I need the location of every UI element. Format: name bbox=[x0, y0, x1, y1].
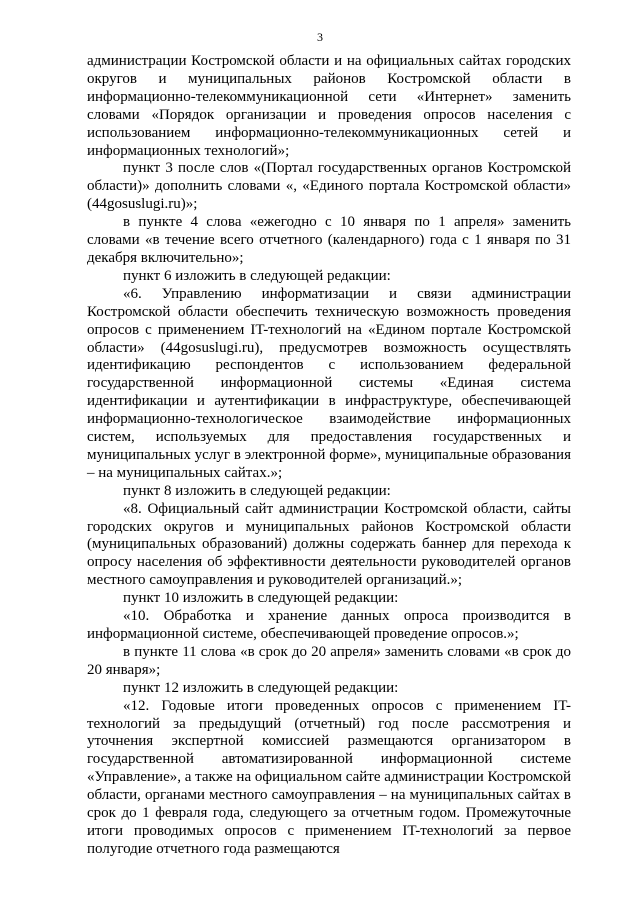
paragraph-point-6-intro: пункт 6 изложить в следующей редакции: bbox=[123, 267, 391, 284]
paragraph-point-12-text: «12. Годовые итоги проведенных опросов с применением IT-технологий за предыдущий (отчетный) год после рассмотрения и уточнения экспертной комиссией размещаются организатором в государственной автоматизированной информационной системе «Управление», а также на официальном сайте администрации Костромской области, органами местного самоуправления – на муниципальных сайтах в срок до 1 февраля года, следующего за отчетным годом. Промежуточные итоги проводимых опросов с применением IT-технологий за первое полугодие отчетного года размещаются bbox=[87, 697, 571, 857]
paragraph-point-11: в пункте 11 слова «в срок до 20 апреля» заменить словами «в срок до 20 января»; bbox=[87, 643, 571, 678]
paragraph-continuation: администрации Костромской области и на официальных сайтах городских округов и муниципальных районов Костромской области в информационно-телекоммуникационной сети «Интернет» заменить словами «Порядок организации и проведения опросов населения с использованием информационно-телекоммуникационных сетей и информационных технологий»; bbox=[87, 53, 571, 159]
paragraph-point-12-intro: пункт 12 изложить в следующей редакции: bbox=[123, 679, 399, 696]
paragraph-point-10-text: «10. Обработка и хранение данных опроса производится в информационной системе, обеспечивающей проведение опросов.»; bbox=[87, 608, 571, 642]
paragraph-point-10-intro: пункт 10 изложить в следующей редакции: bbox=[123, 590, 399, 607]
paragraph-point-8-text: «8. Официальный сайт администрации Костромской области, сайты городских округов и муниципальных районов Костромской области (муниципальных образований) должны содержать баннер для перехода к опросу населения об эффективности деятельности руководителей органов местного самоуправления и руководителей организаций.»; bbox=[87, 500, 571, 589]
page-number: 3 bbox=[317, 30, 323, 44]
paragraph-point-6-text: «6. Управлению информатизации и связи администрации Костромской области обеспечить техническую возможность проведения опросов с применением IT-технологий на «Едином портале Костромской области» (44gosuslugi.ru), предусмотрев возможность осуществлять идентификацию респондентов с использованием федеральной государственной информационной системы «Единая система идентификации и аутентификации в инфраструктуре, обеспечивающей информационно-технологическое взаимодействие информационных систем, используемых для предоставления государственных и муниципальных услуг в электронной форме», муниципальные образования – на муниципальных сайтах.»; bbox=[87, 285, 571, 481]
document-body bbox=[87, 53, 571, 859]
paragraph-point-4: в пункте 4 слова «ежегодно с 10 января по 1 апреля» заменить словами «в течение всего отчетного (календарного) года с 1 января по 31 декабря включительно»; bbox=[87, 214, 571, 266]
paragraph-point-8-intro: пункт 8 изложить в следующей редакции: bbox=[123, 482, 391, 499]
paragraph-point-3: пункт 3 после слов «(Портал государственных органов Костромской области)» дополнить словами «, «Единого портала Костромской области» (44gosuslugi.ru)»; bbox=[87, 160, 571, 213]
